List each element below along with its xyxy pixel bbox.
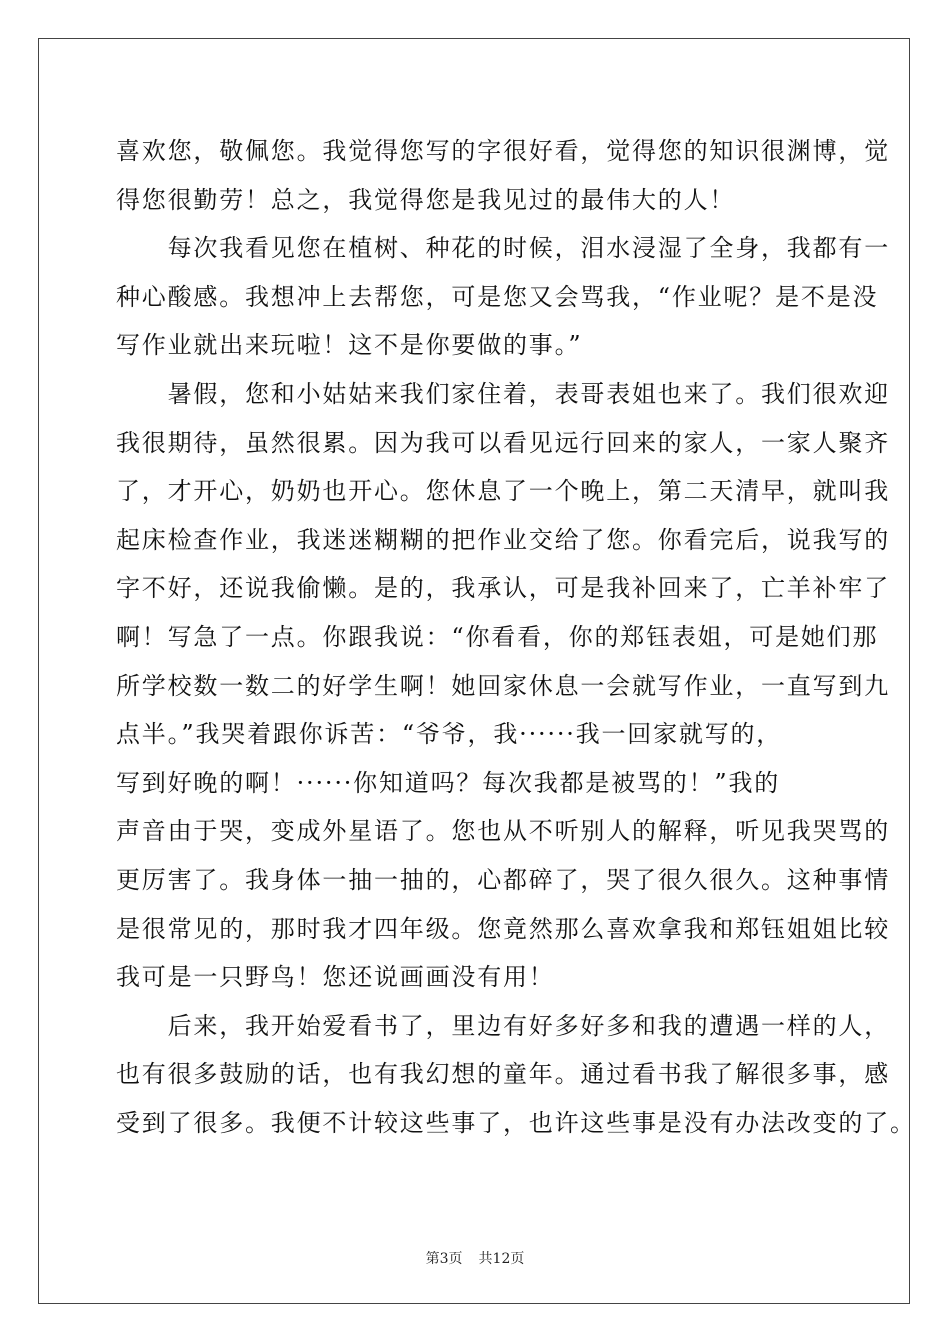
text-line: 所学校数一数二的好学生啊！她回家休息一会就写作业，一直写到九 — [116, 671, 890, 700]
text-line: 我可是一只野鸟！您还说画画没有用！ — [116, 963, 555, 992]
text-line: 写到好晚的啊！······你知道吗？每次我都是被骂的！”我的 — [116, 768, 781, 797]
text-line: 也有很多鼓励的话，也有我幻想的童年。通过看书我了解很多事，感 — [116, 1060, 890, 1089]
text-line: 每次我看见您在植树、种花的时候，泪水浸湿了全身，我都有一 — [116, 234, 890, 263]
text-line: 受到了很多。我便不计较这些事了，也许这些事是没有办法改变的了。 — [116, 1108, 916, 1137]
text-line: 啊！写急了一点。你跟我说：“你看看，你的郑钰表姐，可是她们那 — [116, 622, 879, 651]
document-body — [116, 127, 916, 1147]
text-line: 更厉害了。我身体一抽一抽的，心都碎了，哭了很久很久。这种事情 — [116, 865, 890, 894]
text-line: 得您很勤劳！总之，我觉得您是我见过的最伟大的人！ — [116, 185, 736, 214]
text-line: 喜欢您，敬佩您。我觉得您写的字很好看，觉得您的知识很渊博，觉 — [116, 137, 890, 165]
text-line: 暑假，您和小姑姑来我们家住着，表哥表姐也来了。我们很欢迎 — [116, 379, 890, 408]
text-line: 我很期待，虽然很累。因为我可以看见远行回来的家人，一家人聚齐 — [116, 428, 890, 457]
text-line: 点半。”我哭着跟你诉苦：“爷爷，我······我一回家就写的， — [116, 720, 783, 749]
text-line: 声音由于哭，变成外星语了。您也从不听别人的解释，听见我哭骂的 — [116, 817, 890, 846]
text-line: 是很常见的，那时我才四年级。您竟然那么喜欢拿我和郑钰姐姐比较 — [116, 914, 890, 943]
text-line: 字不好，还说我偷懒。是的，我承认，可是我补回来了，亡羊补牢了 — [116, 574, 890, 603]
text-line: 种心酸感。我想冲上去帮您，可是您又会骂我，“作业呢？是不是没 — [116, 282, 879, 311]
page-footer — [0, 1248, 950, 1268]
text-line: 起床检查作业，我迷迷糊糊的把作业交给了您。你看完后，说我写的 — [116, 525, 890, 554]
text-line: 写作业就出来玩啦！这不是你要做的事。” — [116, 331, 583, 360]
text-line: 了，才开心，奶奶也开心。您休息了一个晚上，第二天清早，就叫我 — [116, 477, 890, 506]
text-line: 后来，我开始爱看书了，里边有好多好多和我的遭遇一样的人， — [116, 1011, 890, 1040]
page-number: 第3页 — [425, 1251, 463, 1267]
page-total: 共12页 — [478, 1251, 525, 1267]
